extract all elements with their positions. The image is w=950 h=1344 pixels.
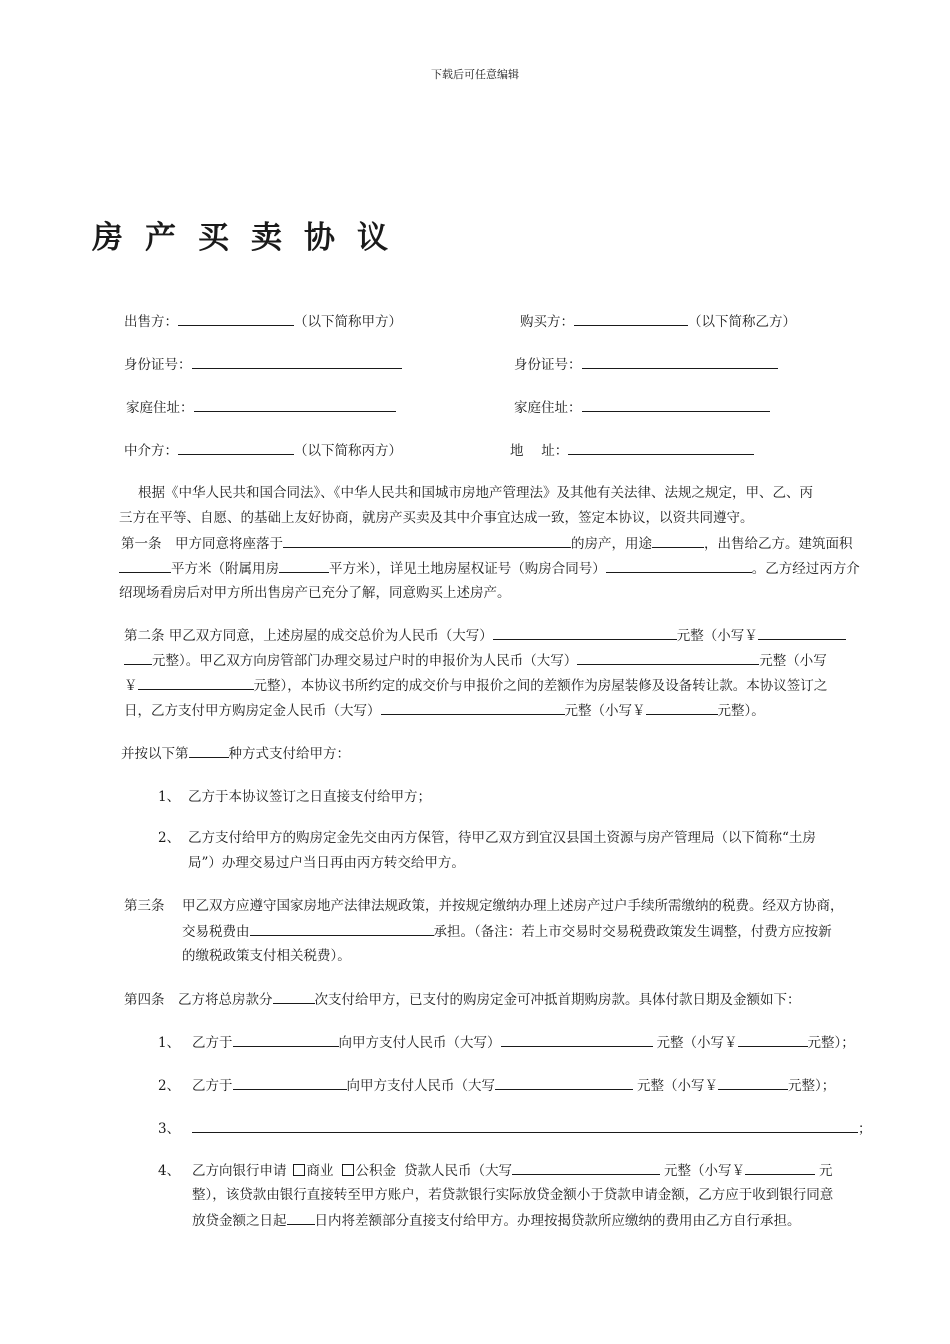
article4-item-4-text-b: 贷款人民币（大写 [404,1163,512,1179]
article4-item-2 [158,1075,835,1096]
agent-address-field[interactable] [568,440,754,455]
provident-fund-option[interactable] [342,1163,397,1179]
payment-item-2 [158,828,816,848]
article4-item-1-number: 1、 [158,1035,181,1051]
article4-item-1-text-a: 乙方于 [192,1035,233,1051]
payment3-details-field[interactable] [192,1118,858,1133]
article4-item-2-number: 2、 [158,1078,181,1094]
payment2-words-field[interactable] [495,1075,633,1090]
article3-label: 第三条 [124,898,165,914]
loan-words-field[interactable] [512,1160,660,1175]
article1-text-e: 平方米），详见土地房屋权证号（购房合同号） [329,561,606,577]
article2-line-3 [124,675,827,696]
commercial-loan-label: 商业 [306,1163,334,1179]
article4-line-1 [124,989,801,1010]
payment-method-line [121,743,350,764]
agent-address-row [510,440,754,461]
buyer-id-label: 身份证号： [514,357,582,373]
article4-item-1-text-d: 元整）； [807,1035,855,1051]
article2-text-a: 第二条 甲乙双方同意，上述房屋的成交总价为人民币（大写） [124,628,493,644]
article2-text-f: 元整），本协议书所约定的成交价与申报价之间的差额作为房屋装修及设备转让款。本协议签订之 [253,678,828,694]
total-price-digits-continued[interactable] [124,650,152,665]
article2-text-b: 元整（小写￥ [676,628,758,644]
buyer-row [520,311,796,332]
article1-text-c: ，出售给乙方。建筑面积 [704,536,853,552]
article4-item-3-number: 3、 [158,1121,181,1137]
article4-item-4-text-e: 放贷金额之日起 [192,1213,287,1229]
article4-item-4-number: 4、 [158,1163,181,1179]
article4-item-1-text-c: 元整（小写￥ [656,1035,738,1051]
seller-address-label: 家庭住址： [126,400,194,416]
seller-id-field[interactable] [192,354,402,369]
article4-item-4 [158,1160,833,1181]
payment-item-1-number: 1、 [158,789,181,805]
buyer-id-row [514,354,778,375]
seller-address-field[interactable] [194,397,396,412]
payment2-digits-field[interactable] [718,1075,788,1090]
buyer-id-field[interactable] [582,354,778,369]
property-usage-field[interactable] [652,533,704,548]
agent-row [124,440,402,461]
article3-text-a: 交易税费由 [182,924,250,940]
buyer-label: 购买方： [520,314,574,330]
payment1-digits-field[interactable] [738,1032,808,1047]
article4-item-4-text-f: 日内将差额部分直接支付给甲方。办理按揭贷款所应缴纳的费用由乙方自行承担。 [314,1213,801,1229]
article4-item-4-line-2: 整），该贷款由银行直接转至甲方账户，若贷款银行实际放贷金额小于贷款申请金额，乙方应于收到银行同意 [192,1187,834,1203]
agent-address-label: 地 址： [510,443,569,459]
article3-line-2 [182,921,832,942]
article1-text-f: 。乙方经过丙方介 [751,561,860,577]
buyer-note: （以下简称乙方） [688,314,796,330]
article4-item-2-text-d: 元整）； [788,1078,836,1094]
building-area-field[interactable] [119,558,171,573]
payment-text-a: 并按以下第 [121,746,189,762]
article2-text-d: 元整（小写 [759,653,827,669]
seller-address-row [126,397,396,418]
article2-line-4 [124,700,765,721]
buyer-address-field[interactable] [582,397,770,412]
article4-item-4-text-c: 元整（小写￥ [664,1163,745,1179]
agent-name-field[interactable] [178,440,294,455]
payment-text-b: 种方式支付给甲方： [228,746,350,762]
preamble-line-2: 三方在平等、自愿、的基础上友好协商，就房产买卖及其中介事宜达成一致，签定本协议，以资共同遵守。 [119,510,754,526]
provident-fund-checkbox[interactable] [342,1164,354,1176]
payment2-date-field[interactable] [233,1075,347,1090]
article4-item-3 [158,1118,872,1139]
article4-item-2-text-a: 乙方于 [192,1078,233,1094]
article2-text-i: 元整）。 [717,703,765,719]
deposit-words-field[interactable] [381,700,565,715]
article1-line-1 [121,533,853,554]
total-price-digits-field[interactable] [758,625,846,640]
article1-line-3: 绍现场看房后对甲方所出售房产已充分了解，同意购买上述房产。 [119,585,511,601]
payment-item-1-text: 乙方于本协议签订之日直接支付给甲方； [188,789,431,805]
document-title: 房产买卖协议 [92,220,410,256]
agent-label: 中介方： [124,443,178,459]
article2-text-e: ￥ [124,678,138,694]
property-location-field[interactable] [283,533,571,548]
article4-item-3-end: ； [858,1121,872,1137]
seller-note: （以下简称甲方） [294,314,402,330]
provident-fund-label: 公积金 [355,1163,396,1179]
header-note: 下载后可任意编辑 [431,68,519,81]
agent-note: （以下简称丙方） [294,443,402,459]
article4-item-2-text-c: 元整（小写￥ [637,1078,718,1094]
buyer-address-row [514,397,770,418]
installment-count-field[interactable] [273,989,315,1004]
article1-text-b: 的房产，用途 [571,536,652,552]
payment-method-field[interactable] [189,743,229,758]
article1-text-d: 平方米（附属用房 [171,561,279,577]
article4-text-b: 次支付给甲方，已支付的购房定金可冲抵首期购房款。具体付款日期及金额如下： [314,992,801,1008]
article2-line-2 [124,650,827,671]
total-price-words-field[interactable] [493,625,677,640]
preamble-line-1: 根据《中华人民共和国合同法》、《中华人民共和国城市房地产管理法》及其他有关法律、法规之规定，甲、乙、丙 [138,485,813,501]
difference-days-field[interactable] [287,1210,315,1225]
article4-item-1-text-b: 向甲方支付人民币（大写） [338,1035,501,1051]
article2-text-c: 元整）。甲乙双方向房管部门办理交易过户时的申报价为人民币（大写） [152,653,578,669]
article3-line-1 [124,896,844,916]
commercial-loan-checkbox[interactable] [293,1164,305,1176]
loan-digits-field[interactable] [745,1160,815,1175]
declared-price-digits-field[interactable] [138,675,254,690]
declared-price-words-field[interactable] [577,650,759,665]
property-certificate-field[interactable] [606,558,752,573]
seller-label: 出售方： [124,314,178,330]
article4-item-4-text-d: 元 [819,1163,833,1179]
article2-text-g: 日，乙方支付甲方购房定金人民币（大写） [124,703,381,719]
payment1-date-field[interactable] [233,1032,339,1047]
payment1-words-field[interactable] [501,1032,653,1047]
payment-item-2-number: 2、 [158,830,181,846]
article1-line-2 [119,558,860,579]
payment-item-2-text-1: 乙方支付给甲方的购房定金先交由丙方保管，待甲乙双方到宜汉县国土资源与房产管理局（以下简称“土房 [188,830,816,846]
article1-text-a: 第一条 甲方同意将座落于 [121,536,283,552]
deposit-digits-field[interactable] [646,700,718,715]
seller-id-row [124,354,402,375]
article3-line-3: 的缴税政策支付相关税费）。 [182,948,351,964]
seller-name-field[interactable] [178,311,294,326]
payment-item-1 [158,787,431,807]
article4-item-4-text-a: 乙方向银行申请 [192,1163,287,1179]
seller-id-label: 身份证号： [124,357,192,373]
article2-text-h: 元整（小写￥ [564,703,646,719]
tax-payer-field[interactable] [250,921,434,936]
buyer-address-label: 家庭住址： [514,400,582,416]
article4-text-a: 第四条 乙方将总房款分 [124,992,273,1008]
auxiliary-area-field[interactable] [279,558,329,573]
article2-line-1 [124,625,846,646]
commercial-loan-option[interactable] [293,1163,334,1179]
payment-item-2-line-2: 局”）办理交易过户当日再由丙方转交给甲方。 [188,855,465,871]
article4-item-2-text-b: 向甲方支付人民币（大写 [346,1078,495,1094]
seller-row [124,311,402,332]
article3-text-1: 甲乙双方应遵守国家房地产法律法规政策，并按规定缴纳办理上述房产过户手续所需缴纳的税费。经双方协商， [182,898,844,914]
article4-item-4-line-3 [192,1210,801,1231]
buyer-name-field[interactable] [574,311,688,326]
article4-item-1 [158,1032,855,1053]
article3-text-b: 承担。（备注：若上市交易时交易税费政策发生调整，付费方应按新 [433,924,832,940]
